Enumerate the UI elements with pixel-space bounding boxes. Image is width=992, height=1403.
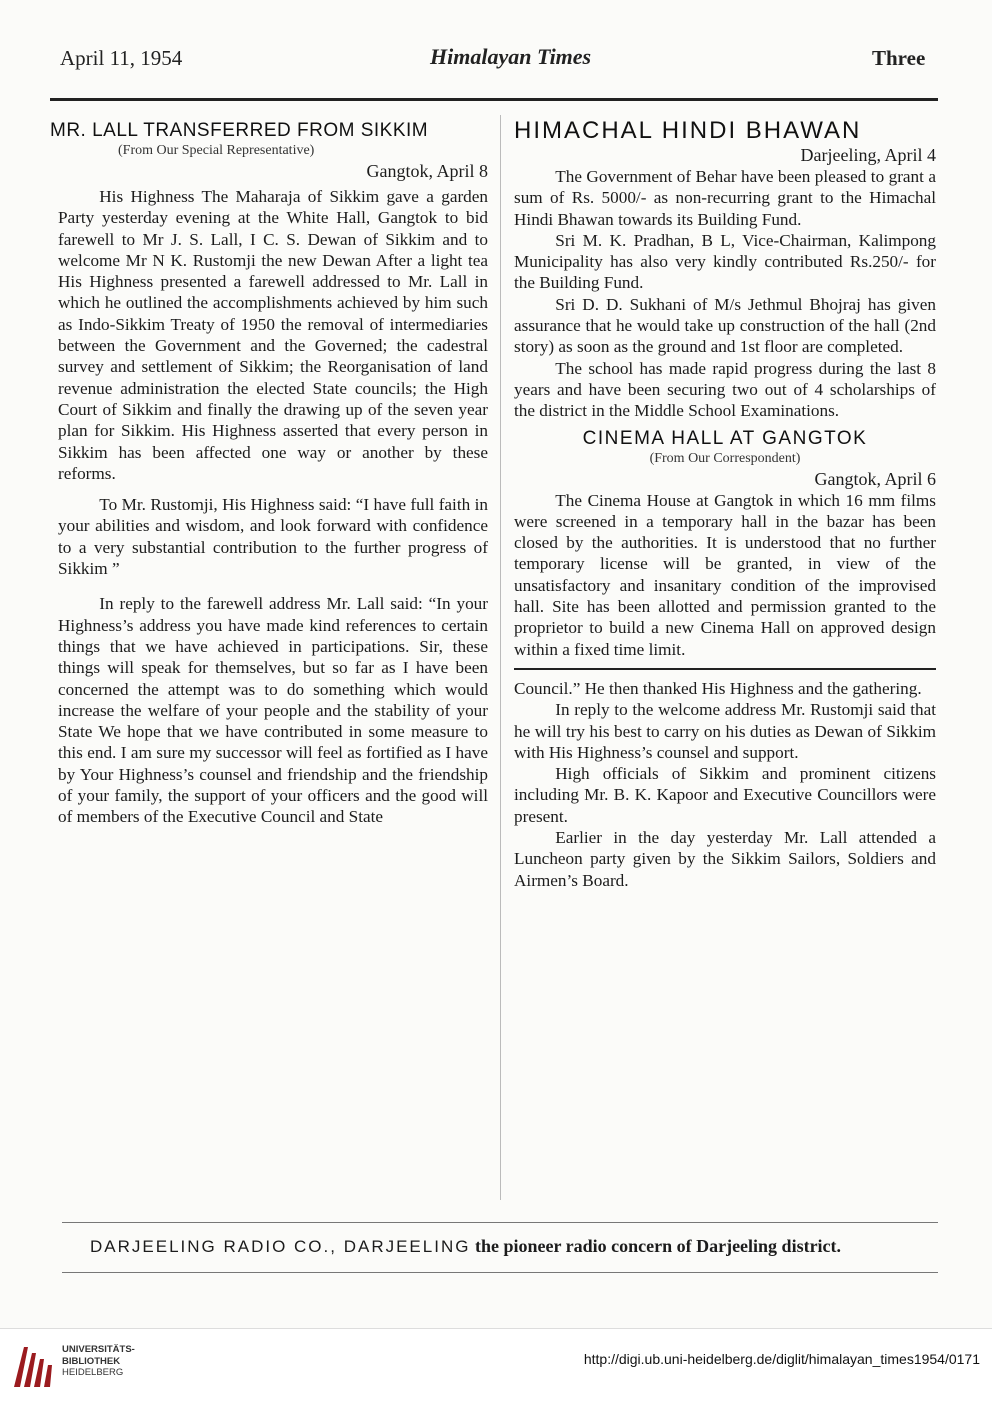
- paragraph: High officials of Sikkim and prominent citizens including Mr. B. K. Kapoor and Executive Councillors were present.: [514, 764, 936, 826]
- continuation-body: [514, 678, 936, 891]
- library-name-line: BIBLIOTHEK: [62, 1355, 121, 1367]
- ad-tagline: the pioneer radio concern of Darjeeling district.: [474, 1236, 842, 1256]
- left-byline: (From Our Special Representative): [118, 143, 315, 158]
- column-divider: [500, 115, 501, 1200]
- left-column: [50, 120, 488, 828]
- library-name: [62, 1344, 135, 1379]
- left-article-body: [58, 186, 488, 828]
- paragraph: His Highness The Maharaja of Sikkim gave a garden Party yesterday evening at the White Hall, Gangtok to bid farewell to Mr J. S. Lall, I C. S. Dewan of Sikkim and to welcome Mr N K. Rustomji the new Dewan After a light tea His Highness presented a farewell addressed to Mr. Lall in which he outlined the accomplishments achieved by him such as Indo-Sikkim Treaty of 1950 the removal of intermediaries between the Government and the Governed; the cadestral survey and settlement of Sikkim; the Reorganisation of land revenue administration the elected State councils; the High Court of Sikkim and finally the drawing up of the seven year plan for Sikkim. His Highness asserted that every person in Sikkim has been affected one way or another by these reforms.: [58, 187, 488, 483]
- paragraph: Sri M. K. Pradhan, B L, Vice-Chairman, Kalimpong Municipality has also very kindly contributed Rs.250/- for the Building Fund.: [514, 230, 936, 293]
- library-name-line: HEIDELBERG: [62, 1367, 124, 1378]
- right-article-1-body: [514, 166, 936, 422]
- section-rule: [514, 668, 936, 670]
- right-column: [514, 117, 936, 891]
- paragraph: Sri D. D. Sukhani of M/s Jethmul Bhojraj has given assurance that he would take up construction of the hall (2nd story) as soon as the ground and 1st floor are completed.: [514, 294, 936, 357]
- paragraph: The Government of Behar have been pleased to grant a sum of Rs. 5000/- as non-recurring grant to the Himachal Hindi Bhawan towards its Building Fund.: [514, 167, 936, 229]
- radio-ad: [90, 1236, 920, 1257]
- page-number: Three: [872, 46, 926, 70]
- library-logo-icon[interactable]: [10, 1339, 58, 1391]
- left-dateline: Gangtok, April 8: [366, 161, 488, 181]
- header-rule: [50, 98, 938, 101]
- paragraph: The school has made rapid progress during the last 8 years and have been securing two out of 4 scholarships of the district in the Middle School Examinations.: [514, 358, 936, 421]
- masthead: Himalayan Times: [430, 44, 592, 69]
- paragraph: In reply to the welcome address Mr. Rustomji said that he will try his best to carry on his duties as Dewan of Sikkim with His Highness’s counsel and support.: [514, 700, 936, 762]
- right-byline-2: (From Our Correspondent): [649, 450, 801, 466]
- issue-date: April 11, 1954: [60, 46, 183, 70]
- ad-company: DARJEELING RADIO CO., DARJEELING: [90, 1237, 471, 1256]
- right-dateline-2: Gangtok, April 6: [814, 468, 936, 489]
- right-dateline-1: Darjeeling, April 4: [800, 145, 936, 165]
- library-footer: [0, 1328, 992, 1403]
- paragraph: Earlier in the day yesterday Mr. Lall attended a Luncheon party given by the Sikkim Sailors, Soldiers and Airmen’s Board.: [514, 828, 936, 890]
- paragraph: To Mr. Rustomji, His Highness said: “I have full faith in your abilities and wisdom, and look forward with confidence to a very substantial contribution to the further progress of Sikkim ”: [58, 495, 488, 579]
- ad-bottom-rule: [62, 1272, 938, 1273]
- paragraph: Council.” He then thanked His Highness and the gathering.: [514, 678, 922, 698]
- library-name-line: UNIVERSITÄTS-: [62, 1344, 135, 1355]
- left-headline: MR. LALL TRANSFERRED FROM SIKKIM: [50, 120, 429, 141]
- right-headline-1: HIMACHAL HINDI BHAWAN: [514, 117, 862, 144]
- paragraph: The Cinema House at Gangtok in which 16 mm films were screened in a temporary hall in the bazar has been closed by the authorities. It is understood that no further temporary license will be granted, in view of the unsatisfactory and insanitary condition of the improvised hall. Site has been allotted and permission granted to the proprietor to build a new Cinema Hall on approved design within a fixed time limit.: [514, 490, 936, 659]
- right-headline-2: CINEMA HALL AT GANGTOK: [582, 427, 868, 449]
- ad-top-rule: [62, 1222, 938, 1223]
- right-article-2-body: [514, 490, 936, 660]
- paragraph: In reply to the farewell address Mr. Lall said: “In your Highness’s address you have made kind references to certain things that we have achieved in participations. Sir, these things will speak for themselves, but so far as I have been concerned the attempt was to do something which would increase the welfare of your people and the stability of your State We hope that we have contributed in some measure to this end. I am sure my successor will feel as fortified as I have by Your Highness’s counsel and friendship and the friendship of your family, the support of your officers and the good will of members of the Executive Council and State: [58, 594, 488, 827]
- source-url-link[interactable]: http://digi.ub.uni-heidelberg.de/diglit/himalayan_times1954/0171: [583, 1351, 980, 1367]
